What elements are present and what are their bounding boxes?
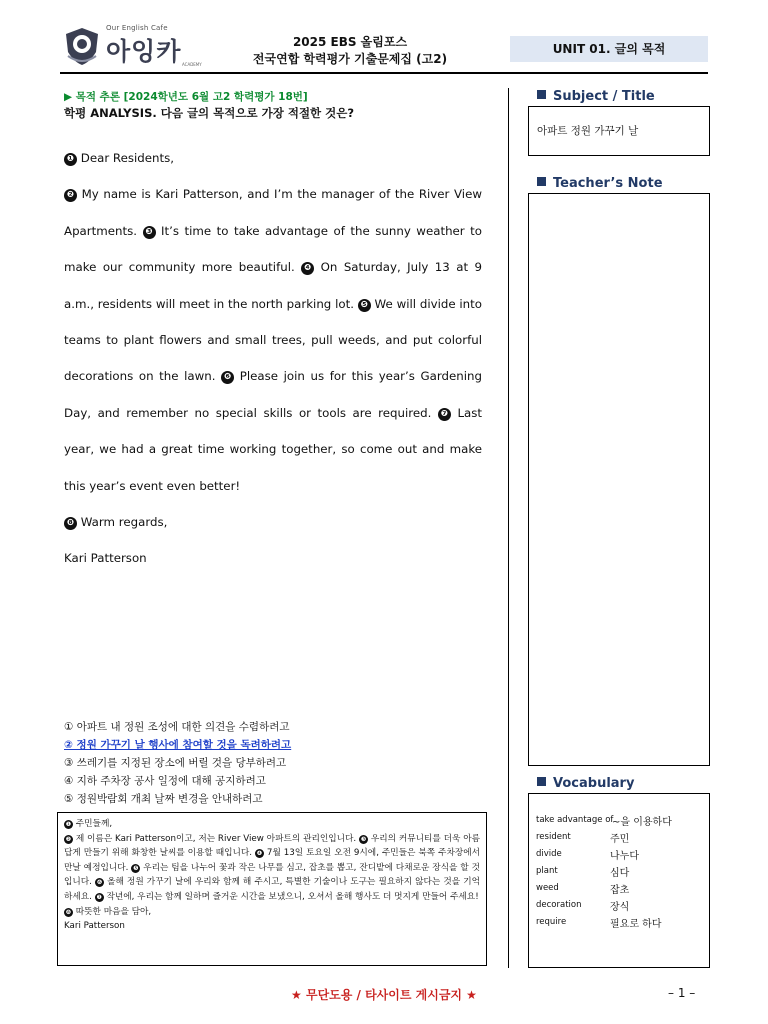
vocab-meaning: 나누다 — [610, 851, 639, 862]
vocab-row — [536, 813, 706, 829]
passage-sentence: Please join us for this year’s Gardening Day, and remember no special skills or tools are required. — [64, 369, 483, 420]
logo-brand: 아잉카 — [106, 37, 182, 66]
passage — [64, 140, 482, 577]
book-title — [220, 34, 480, 68]
passage-sentence: Dear Residents, — [80, 151, 175, 165]
logo-tagline: Our English Cafe — [106, 24, 168, 32]
vocabulary-heading — [537, 776, 634, 791]
vocab-meaning: 잡초 — [610, 885, 630, 896]
unit-label: UNIT 01. 글의 목적 — [510, 36, 708, 62]
passage-body — [64, 176, 482, 504]
sentence-number: ❻ — [96, 879, 103, 887]
translation-text: 따뜻한 마음을 담아, — [75, 906, 152, 917]
choice-4[interactable]: ④ 지하 주차장 공사 일정에 대해 공지하려고 — [64, 775, 266, 787]
vocab-meaning: ~을 이용하다 — [612, 817, 672, 828]
logo-academy: ACADEMY — [182, 62, 202, 67]
passage-sentence: On Saturday, July 13 at 9 a.m., residents will meet in the north parking lot. — [64, 260, 483, 311]
sentence-number: ❸ — [143, 226, 156, 239]
vocab-row — [536, 898, 706, 914]
translation-text: 제 이름은 Kari Patterson이고, 저는 River View 아파트의 관리인입니다. — [75, 833, 357, 844]
column-divider — [508, 88, 509, 968]
sentence-number: ❹ — [256, 850, 263, 858]
sentence-number: ❼ — [438, 408, 451, 421]
vocab-word: require — [536, 917, 567, 927]
teacher-note-box[interactable] — [528, 193, 710, 766]
book-title-line2: 전국연합 학력평가 기출문제집 (고2) — [252, 52, 448, 66]
sentence-number: ❺ — [358, 299, 371, 312]
square-bullet-icon — [537, 177, 546, 186]
vocabulary-box — [528, 793, 710, 968]
choice-3[interactable]: ③ 쓰레기를 지정된 장소에 버릴 것을 당부하려고 — [64, 757, 287, 769]
sentence-number: ❶ — [65, 821, 72, 828]
vocab-row — [536, 915, 706, 931]
subject-value: 아파트 정원 가꾸기 날 — [537, 125, 639, 137]
sentence-number: ❸ — [360, 835, 367, 843]
vocab-meaning: 심다 — [610, 868, 630, 879]
translation-text: 우리의 커뮤니티를 더욱 아름답게 만들기 위해 화창한 날씨를 이용할 때입니다. — [64, 833, 481, 859]
vocab-meaning: 장식 — [610, 902, 630, 913]
academy-logo — [62, 24, 210, 68]
vocab-meaning: 필요로 하다 — [610, 919, 662, 930]
translation-text: 7월 13일 토요일 오전 9시에, 주민들은 북쪽 주차장에서 만날 예정입니다. — [64, 848, 481, 873]
shield-logo-icon — [62, 26, 102, 66]
passage-sentence: My name is Kari Patterson, and I’m the manager of the River View Apartments. — [64, 187, 482, 238]
sentence-number: ❽ — [65, 908, 72, 916]
translation-box — [57, 812, 487, 966]
passage-signature: Kari Patterson — [64, 551, 147, 566]
passage-sentence: It’s time to take advantage of the sunny weather to make our community more beautiful. — [64, 223, 482, 275]
vocab-word: weed — [536, 883, 559, 893]
header-rule — [60, 72, 708, 74]
teacher-note-heading-text: Teacher’s Note — [553, 176, 663, 191]
sentence-number: ❻ — [221, 371, 234, 384]
square-bullet-icon — [537, 90, 546, 99]
vocab-row — [536, 864, 706, 880]
translation-line — [64, 817, 480, 832]
choice-5[interactable]: ⑤ 정원박람회 개최 날짜 변경을 안내하려고 — [64, 793, 263, 805]
passage-greeting — [64, 140, 482, 176]
question-title: 학평 ANALYSIS. 다음 글의 목적으로 가장 적절한 것은? — [64, 106, 355, 120]
passage-closing — [64, 504, 482, 540]
translation-text: 올해 정원 가꾸기 날에 우리와 함께 해 주시고, 특별한 기술이나 도구는 필요하지 않다는 것을 기억하세요. — [64, 877, 480, 902]
choice-1[interactable]: ① 아파트 내 정원 조성에 대한 의견을 수렴하려고 — [64, 721, 290, 733]
passage-sentence: Warm regards, — [80, 515, 168, 530]
translation-signature: Kari Patterson — [64, 921, 125, 932]
translation-text: 주민들께, — [75, 819, 113, 829]
subject-heading-text: Subject / Title — [553, 89, 655, 104]
sentence-number: ❶ — [64, 153, 77, 166]
vocab-word: plant — [536, 866, 558, 876]
vocab-row — [536, 881, 706, 897]
translation-text: 작년에, 우리는 함께 일하며 즐거운 시간을 보냈으니, 오셔서 올해 행사도 더 멋지게 만들어 주세요! — [106, 891, 479, 902]
sentence-number: ❹ — [301, 262, 314, 275]
vocab-meaning: 주민 — [610, 834, 630, 845]
question-tag: ▶ 목적 추론 [2024학년도 6월 고2 학력평가 18번] — [64, 91, 308, 103]
vocab-word: take advantage of — [536, 815, 614, 825]
sentence-number: ❷ — [65, 835, 72, 843]
vocab-row — [536, 847, 706, 863]
vocab-word: divide — [536, 849, 562, 859]
teacher-note-heading — [537, 176, 663, 191]
sentence-number: ❽ — [64, 517, 77, 530]
answer-choices — [64, 718, 291, 808]
passage-sentence: We will divide into teams to plant flowers and small trees, pull weeds, and put colorful decorations on the lawn. — [64, 296, 482, 384]
subject-box — [528, 106, 710, 156]
vocabulary-heading-text: Vocabulary — [553, 776, 635, 791]
translation-body — [64, 832, 480, 905]
sentence-number: ❼ — [96, 893, 102, 901]
choice-2-correct[interactable]: ② 정원 가꾸기 날 행사에 참여할 것을 독려하려고 — [64, 739, 292, 751]
translation-line — [64, 905, 480, 920]
sentence-number: ❺ — [133, 864, 139, 872]
passage-sentence: Last year, we had a great time working together, so come out and make this year’s event even better! — [64, 405, 483, 493]
subject-heading — [537, 89, 655, 104]
square-bullet-icon — [537, 777, 546, 786]
book-title-line1: 2025 EBS 올림포스 — [292, 35, 408, 49]
vocab-row — [536, 830, 706, 846]
vocab-word: decoration — [536, 900, 582, 910]
page-number: – 1 – — [668, 986, 696, 1000]
vocab-word: resident — [536, 832, 571, 842]
sentence-number: ❷ — [64, 189, 77, 202]
translation-text: 우리는 팀을 나누어 꽃과 작은 나무를 심고, 잡초를 뽑고, 잔디밭에 다채로운 장식을 할 것입니다. — [64, 862, 480, 888]
copyright-notice: ★ 무단도용 / 타사이트 게시금지 ★ — [291, 988, 477, 1002]
